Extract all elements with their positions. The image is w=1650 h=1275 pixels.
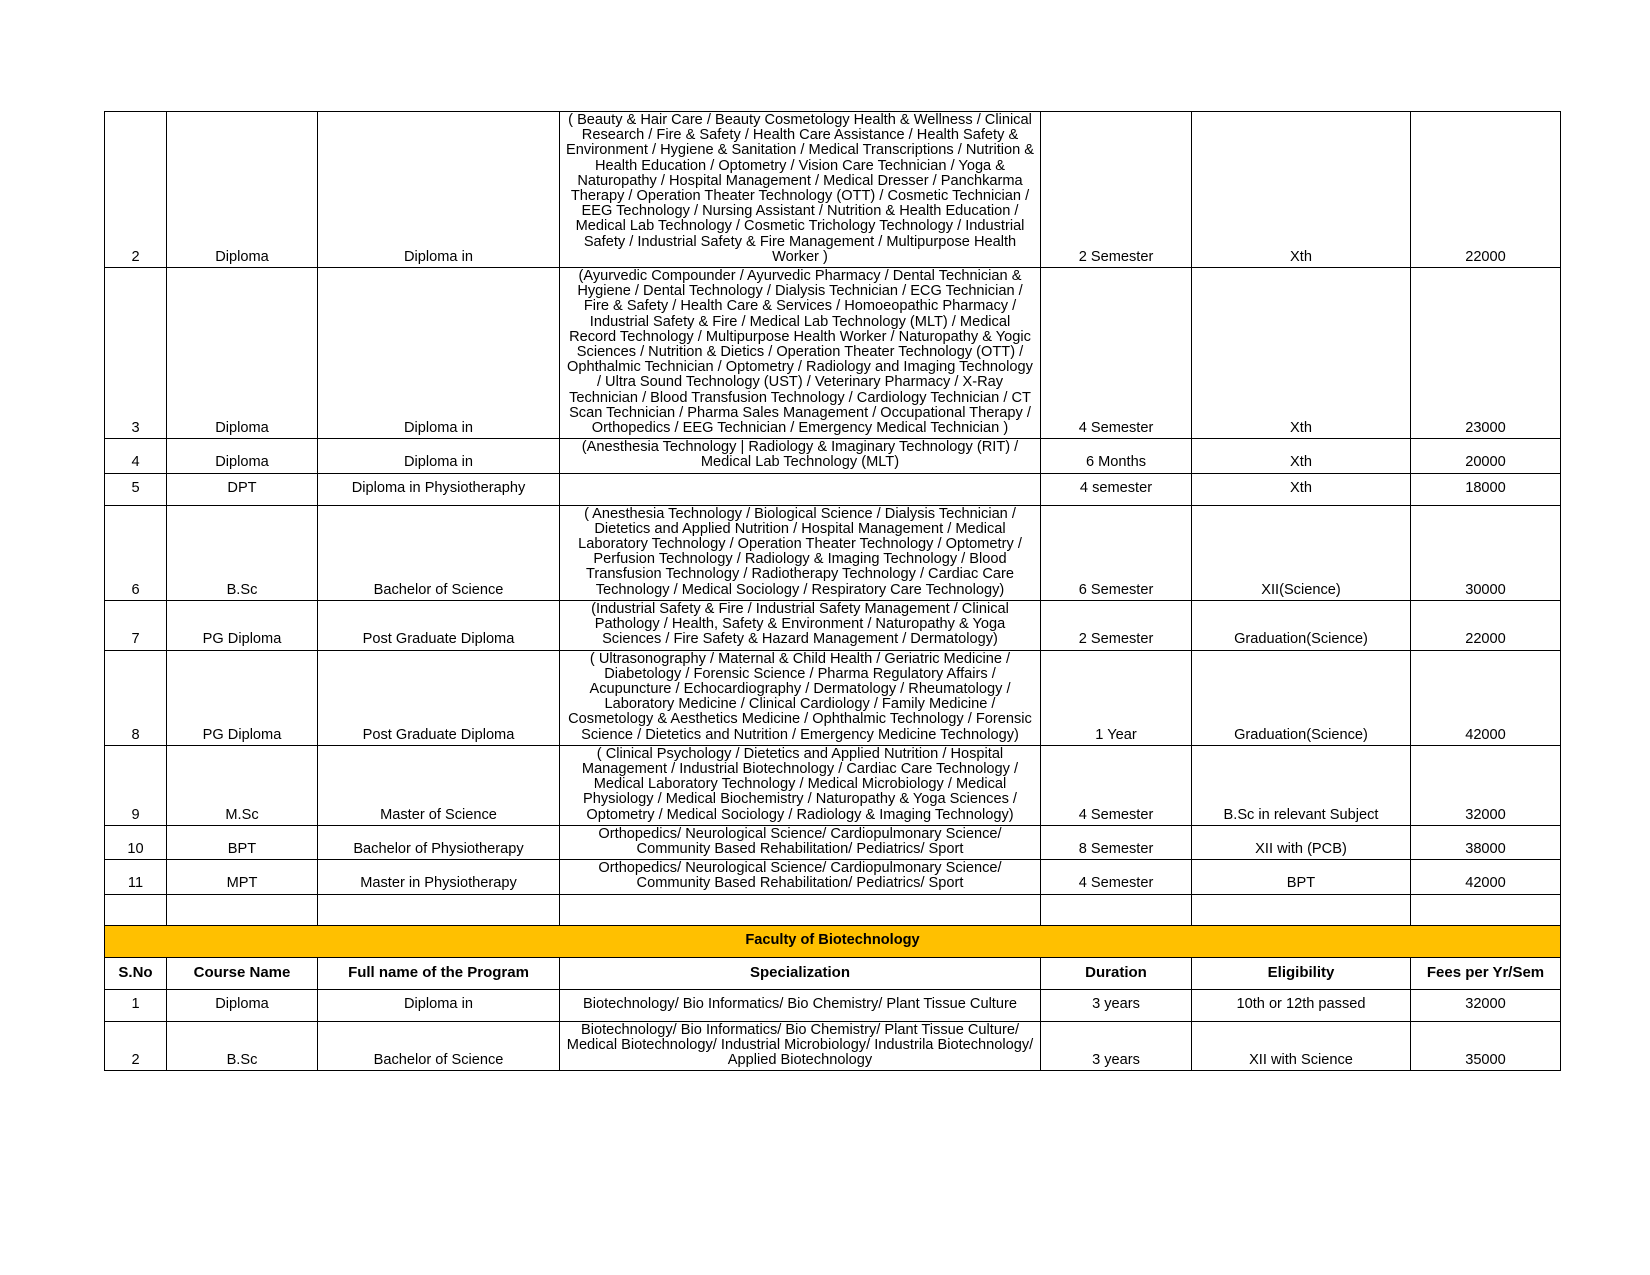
table-row [105,439,1561,473]
eligibility-cell: Xth [1192,112,1411,268]
course-name-cell: BPT [167,825,318,859]
specialization-cell: (Anesthesia Technology | Radiology & Imaginary Technology (RIT) / Medical Lab Technology (MLT) [560,439,1041,473]
specialization-cell [560,473,1041,505]
eligibility-cell: Xth [1192,268,1411,439]
sno-cell: 9 [105,745,167,825]
eligibility-cell: 10th or 12th passed [1192,989,1411,1021]
table-row [105,1021,1561,1071]
course-name-cell: DPT [167,473,318,505]
course-name-cell: M.Sc [167,745,318,825]
duration-cell: 2 Semester [1041,600,1192,650]
fees-cell: 22000 [1411,600,1561,650]
sno-cell: 2 [105,112,167,268]
duration-cell: 4 Semester [1041,268,1192,439]
specialization-cell: ( Beauty & Hair Care / Beauty Cosmetology Health & Wellness / Clinical Research / Fire & Safety / Health Care Assistance / Health Safety & Environment / Hygiene & Sanitation / Medical Transcriptions / Nutrition & Health Education / Optometry / Vision Care Technician / Yoga & Naturopathy / Hospital Management / Medical Dresser / Panchkarma Therapy / Operation Theater Technology (OTT) / Cosmetic Technician / EEG Technology / Nursing Assistant / Nutrition & Health Education / Medical Lab Technology / Cosmetic Trichology Technology / Industrial Safety / Industrial Safety & Fire Management / Multipurpose Health Worker ) [560,112,1041,268]
specialization-cell: Biotechnology/ Bio Informatics/ Bio Chemistry/ Plant Tissue Culture/ Medical Biotechnology/ Industrial Microbiology/ Industrila Biotechnology/ Applied Biotechnology [560,1021,1041,1071]
full-name-cell: Bachelor of Science [318,1021,560,1071]
duration-cell: 6 Months [1041,439,1192,473]
duration-cell: 6 Semester [1041,505,1192,600]
table-row [105,650,1561,745]
course-name-cell: Diploma [167,989,318,1021]
full-name-cell: Master in Physiotherapy [318,860,560,894]
section-title: Faculty of Biotechnology [105,925,1561,957]
table-row [105,860,1561,894]
fees-cell: 18000 [1411,473,1561,505]
duration-cell: 4 Semester [1041,745,1192,825]
specialization-cell: (Industrial Safety & Fire / Industrial Safety Management / Clinical Pathology / Health, Safety & Environment / Naturopathy & Yoga Sciences / Fire Safety & Hazard Management / Dermatology) [560,600,1041,650]
header-duration: Duration [1041,957,1192,989]
full-name-cell: Diploma in Physiotheraphy [318,473,560,505]
specialization-cell: ( Ultrasonography / Maternal & Child Health / Geriatric Medicine / Diabetology / Forensic Science / Pharma Regulatory Affairs / Acupuncture / Echocardiography / Dermatology / Rheumatology / Laboratory Medicine / Clinical Cardiology / Family Medicine / Cosmetology & Aesthetics Medicine / Ophthalmic Technology / Forensic Science / Dietetics and Nutrition / Emergency Medicine Technology) [560,650,1041,745]
specialization-cell: Orthopedics/ Neurological Science/ Cardiopulmonary Science/ Community Based Rehabilitation/ Pediatrics/ Sport [560,825,1041,859]
course-name-cell: B.Sc [167,1021,318,1071]
course-name-cell: PG Diploma [167,600,318,650]
specialization-cell: ( Clinical Psychology / Dietetics and Applied Nutrition / Hospital Management / Industrial Biotechnology / Cardiac Care Technology / Medical Laboratory Technology / Medical Microbiology / Medical Physiology / Medical Biochemistry / Naturopathy & Yoga Sciences / Optometry / Medical Sociology / Radiology & Imaging Technology) [560,745,1041,825]
duration-cell: 4 semester [1041,473,1192,505]
duration-cell: 3 years [1041,1021,1192,1071]
full-name-cell: Master of Science [318,745,560,825]
duration-cell: 4 Semester [1041,860,1192,894]
eligibility-cell: XII with Science [1192,1021,1411,1071]
duration-cell: 2 Semester [1041,112,1192,268]
header-full-name: Full name of the Program [318,957,560,989]
full-name-cell: Post Graduate Diploma [318,600,560,650]
fees-cell: 35000 [1411,1021,1561,1071]
eligibility-cell: Xth [1192,439,1411,473]
fees-cell: 42000 [1411,860,1561,894]
full-name-cell: Bachelor of Science [318,505,560,600]
specialization-cell: Orthopedics/ Neurological Science/ Cardiopulmonary Science/ Community Based Rehabilitation/ Pediatrics/ Sport [560,860,1041,894]
course-name-cell: MPT [167,860,318,894]
course-name-cell: PG Diploma [167,650,318,745]
fees-cell: 32000 [1411,989,1561,1021]
course-fee-table [104,111,1561,1071]
fees-cell: 42000 [1411,650,1561,745]
fees-cell: 23000 [1411,268,1561,439]
fees-cell: 38000 [1411,825,1561,859]
eligibility-cell: Graduation(Science) [1192,600,1411,650]
header-specialization: Specialization [560,957,1041,989]
fees-cell: 30000 [1411,505,1561,600]
sno-cell: 7 [105,600,167,650]
table-row [105,989,1561,1021]
full-name-cell: Diploma in [318,989,560,1021]
eligibility-cell: Xth [1192,473,1411,505]
table-row [105,268,1561,439]
course-name-cell: Diploma [167,439,318,473]
header-course-name: Course Name [167,957,318,989]
full-name-cell: Diploma in [318,439,560,473]
eligibility-cell: XII with (PCB) [1192,825,1411,859]
specialization-cell: Biotechnology/ Bio Informatics/ Bio Chemistry/ Plant Tissue Culture [560,989,1041,1021]
header-sno: S.No [105,957,167,989]
sno-cell: 4 [105,439,167,473]
sno-cell: 5 [105,473,167,505]
duration-cell: 1 Year [1041,650,1192,745]
sno-cell: 8 [105,650,167,745]
table-row [105,600,1561,650]
eligibility-cell: XII(Science) [1192,505,1411,600]
header-eligibility: Eligibility [1192,957,1411,989]
table-row [105,505,1561,600]
course-name-cell: Diploma [167,112,318,268]
sno-cell: 2 [105,1021,167,1071]
course-name-cell: B.Sc [167,505,318,600]
fees-cell: 22000 [1411,112,1561,268]
duration-cell: 3 years [1041,989,1192,1021]
fees-cell: 32000 [1411,745,1561,825]
section-header-row [105,925,1561,957]
sno-cell: 1 [105,989,167,1021]
sno-cell: 11 [105,860,167,894]
full-name-cell: Diploma in [318,112,560,268]
duration-cell: 8 Semester [1041,825,1192,859]
course-name-cell: Diploma [167,268,318,439]
header-fees: Fees per Yr/Sem [1411,957,1561,989]
empty-row [105,894,1561,925]
eligibility-cell: B.Sc in relevant Subject [1192,745,1411,825]
sno-cell: 10 [105,825,167,859]
full-name-cell: Diploma in [318,268,560,439]
column-header-row [105,957,1561,989]
specialization-cell: ( Anesthesia Technology / Biological Science / Dialysis Technician / Dietetics and Applied Nutrition / Hospital Management / Medical Laboratory Technology / Operation Theater Technology / Optometry / Perfusion Technology / Radiology & Imaging Technology / Blood Transfusion Technology / Radiotherapy Technology / Cardiac Care Technology / Medical Sociology / Respiratory Care Technology) [560,505,1041,600]
table-row [105,112,1561,268]
table-row [105,745,1561,825]
sno-cell: 3 [105,268,167,439]
fees-cell: 20000 [1411,439,1561,473]
table-row [105,825,1561,859]
specialization-cell: (Ayurvedic Compounder / Ayurvedic Pharmacy / Dental Technician & Hygiene / Dental Technology / Dialysis Technician / ECG Technician / Fire & Safety / Health Care & Services / Homoeopathic Pharmacy / Industrial Safety & Fire / Medical Lab Technology (MLT) / Medical Record Technology / Multipurpose Health Worker / Naturopathy & Yogic Sciences / Nutrition & Dietics / Operation Theater Technology (OTT) / Ophthalmic Technician / Optometry / Radiology and Imaging Technology / Ultra Sound Technology (UST) / Veterinary Pharmacy / X-Ray Technician / Blood Transfusion Technology / Cardiology Technician / CT Scan Technician / Pharma Sales Management / Occupational Therapy / Orthopedics / EEG Technician / Emergency Medical Technician ) [560,268,1041,439]
sno-cell: 6 [105,505,167,600]
table-row [105,473,1561,505]
full-name-cell: Bachelor of Physiotherapy [318,825,560,859]
eligibility-cell: BPT [1192,860,1411,894]
eligibility-cell: Graduation(Science) [1192,650,1411,745]
full-name-cell: Post Graduate Diploma [318,650,560,745]
